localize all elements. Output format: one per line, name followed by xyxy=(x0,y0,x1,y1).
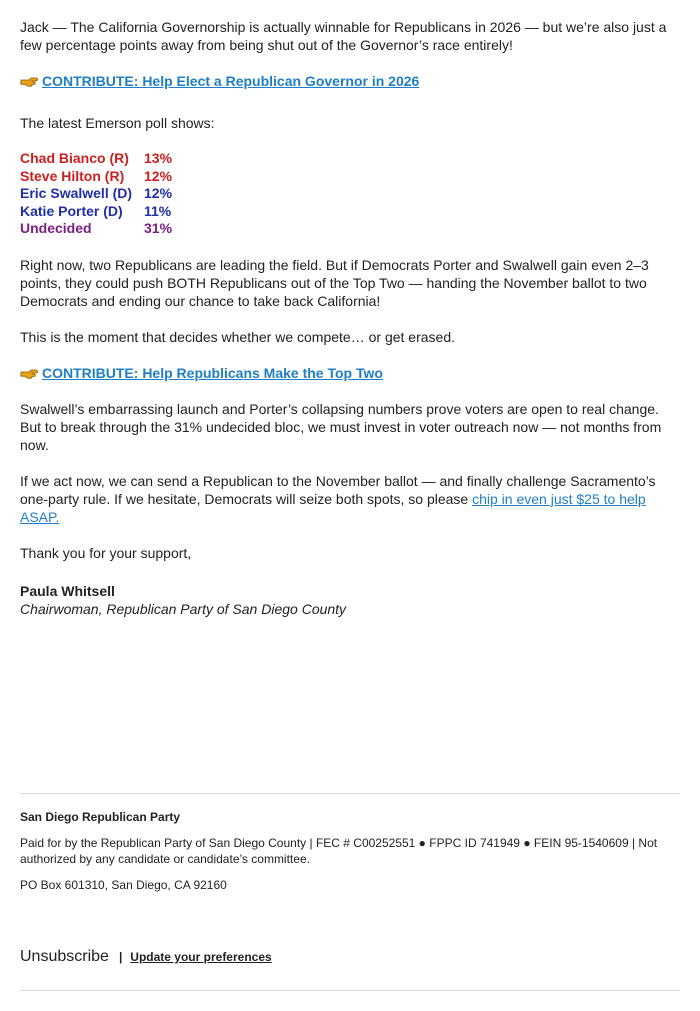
poll-row xyxy=(20,203,680,221)
contribute-top-two-cta[interactable] xyxy=(20,364,680,382)
candidate-name: Steve Hilton (R) xyxy=(20,167,125,184)
paid-for-disclaimer: Paid for by the Republican Party of San Diego County | FEC # C00252551 ● FPPC ID 741949 ● FEIN 95-1540609 | Not authorized by any candidate or candidate’s committee. xyxy=(20,836,658,866)
pointing-hand-icon xyxy=(20,75,38,87)
candidate-name: Katie Porter (D) xyxy=(20,202,123,219)
candidate-name: Undecided xyxy=(20,220,92,236)
candidate-percent: 12% xyxy=(144,167,173,184)
candidate-name: Eric Swalwell (D) xyxy=(20,185,133,201)
paragraph-act-now xyxy=(20,472,680,526)
poll-results xyxy=(20,150,680,238)
paragraph-moment: This is the moment that decides whether we compete… or get erased. xyxy=(20,328,455,345)
candidate-percent: 31% xyxy=(144,220,173,236)
pointing-hand-icon xyxy=(20,367,38,379)
act-now-text: If we act now, we can send a Republican to the November ballot — and finally challenge Sacramento’s one-party rule. If we hesitate, Democrats will seize both spots, so please xyxy=(20,472,656,507)
chip-in-link[interactable]: chip in even just $25 to help ASAP. xyxy=(20,490,646,525)
poll-row xyxy=(20,168,680,186)
unsubscribe-link[interactable]: Unsubscribe xyxy=(20,948,109,965)
paragraph-outreach: Swalwell’s embarrassing launch and Porter’s collapsing numbers prove voters are open to real change. But to break through the 31% undecided bloc, we must invest in voter outreach now — not months from now. xyxy=(20,400,662,453)
poll-row xyxy=(20,185,680,203)
poll-row xyxy=(20,150,680,168)
paragraph-top-two: Right now, two Republicans are leading the field. But if Democrats Porter and Swalwell gain even 2–3 points, they could push BOTH Republicans out of the Top Two — handing the November ballot to two Democrats and ending our chance to take back California! xyxy=(20,256,649,309)
contribute-top-two-link[interactable]: CONTRIBUTE: Help Republicans Make the Top Two xyxy=(42,364,383,381)
footer-org-name: San Diego Republican Party xyxy=(20,810,181,824)
candidate-percent: 13% xyxy=(144,150,173,166)
poll-row xyxy=(20,220,680,238)
contribute-governor-cta[interactable] xyxy=(20,72,680,90)
candidate-percent: 12% xyxy=(144,185,173,201)
subscription-links xyxy=(20,948,680,966)
intro-paragraph: Jack — The California Governorship is actually winnable for Republicans in 2026 — but we’re also just a few percentage points away from being shut out of the Governor’s race entirely! xyxy=(20,19,667,53)
update-preferences-link[interactable]: Update your preferences xyxy=(130,950,272,964)
signer-name: Paula Whitsell xyxy=(20,582,115,599)
candidate-name: Chad Bianco (R) xyxy=(20,150,129,166)
signer-title: Chairwoman, Republican Party of San Diego County xyxy=(20,600,347,617)
candidate-percent: 11% xyxy=(144,202,172,219)
email-body xyxy=(20,0,680,618)
bottom-divider xyxy=(20,990,680,991)
mailing-address: PO Box 601310, San Diego, CA 92160 xyxy=(20,878,227,892)
email-footer xyxy=(20,793,680,893)
thanks-line: Thank you for your support, xyxy=(20,544,192,561)
link-separator: | xyxy=(118,950,123,964)
poll-intro: The latest Emerson poll shows: xyxy=(20,115,215,131)
contribute-governor-link[interactable]: CONTRIBUTE: Help Elect a Republican Governor in 2026 xyxy=(42,73,420,89)
